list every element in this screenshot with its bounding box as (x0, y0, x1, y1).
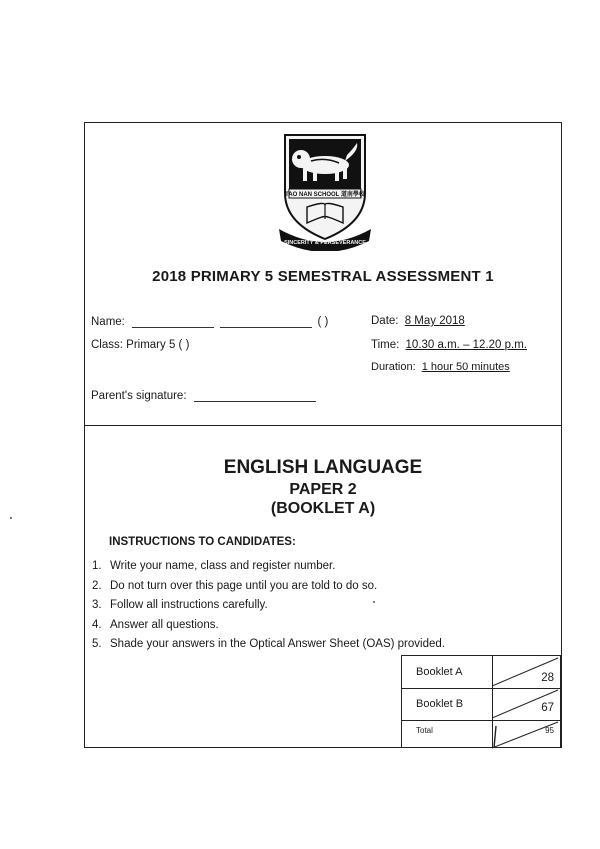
parent-signature-label: Parent's signature: (91, 390, 187, 402)
instruction-number: 1. (92, 560, 102, 572)
parent-signature-blank[interactable] (194, 389, 316, 402)
date-field (371, 315, 465, 327)
instruction-item (92, 638, 445, 658)
svg-text:TAO NAN SCHOOL 道南學校: TAO NAN SCHOOL 道南學校 (285, 192, 365, 198)
score-row-label: Booklet B (416, 698, 464, 710)
instruction-text: Shade your answers in the Optical Answer Sheet (OAS) provided. (110, 638, 445, 650)
date-label: Date: (371, 315, 399, 327)
score-row-value: 28 (541, 672, 554, 684)
parent-signature-field[interactable] (91, 389, 316, 402)
instruction-item (92, 619, 445, 639)
score-row-value: 95 (545, 726, 554, 735)
instruction-item (92, 580, 445, 600)
instruction-item (92, 560, 445, 580)
time-value: 10.30 a.m. – 12.20 p.m. (405, 339, 527, 351)
time-field (371, 339, 527, 351)
instruction-text: Do not turn over this page until you are told to do so. (110, 579, 378, 592)
instruction-number: 3. (92, 599, 102, 611)
duration-value: 1 hour 50 minutes (421, 361, 510, 373)
duration-field (371, 361, 510, 373)
class-label: Class: Primary 5 ( ) (91, 339, 190, 351)
section-divider (85, 425, 561, 426)
name-label: Name: (91, 316, 125, 328)
instructions-list (92, 560, 445, 658)
register-number-bracket: ( ) (317, 316, 329, 328)
scan-speck (373, 601, 375, 603)
instruction-number: 5. (92, 638, 102, 650)
score-table (401, 655, 561, 748)
subject-title: ENGLISH LANGUAGE (223, 457, 423, 478)
name-field[interactable] (91, 315, 328, 328)
school-crest-logo (273, 131, 377, 251)
score-row-value: 67 (541, 702, 554, 714)
instruction-number: 4. (92, 618, 102, 631)
assessment-title: 2018 PRIMARY 5 SEMESTRAL ASSESSMENT 1 (152, 268, 494, 285)
name-blank-1[interactable] (132, 315, 214, 328)
score-row-label: Booklet A (416, 666, 463, 678)
instruction-text: Write your name, class and register number. (110, 560, 336, 572)
instruction-item (92, 599, 445, 619)
duration-label: Duration: (371, 361, 416, 373)
score-row-label: Total (416, 726, 433, 735)
date-value: 8 May 2018 (404, 315, 465, 327)
instructions-heading: INSTRUCTIONS TO CANDIDATES: (109, 536, 296, 548)
instruction-number: 2. (92, 579, 102, 592)
instruction-text: Answer all questions. (110, 618, 219, 631)
time-label: Time: (371, 339, 400, 351)
booklet-label: (BOOKLET A) (270, 500, 376, 517)
paper-number: PAPER 2 (289, 481, 357, 498)
scan-speck (10, 517, 12, 519)
class-field[interactable] (91, 339, 189, 351)
cover-frame (84, 122, 562, 748)
svg-text:SINCERITY & PERSEVERANCE: SINCERITY & PERSEVERANCE (284, 240, 366, 246)
instruction-text: Follow all instructions carefully. (110, 599, 268, 611)
name-blank-2[interactable] (220, 315, 312, 328)
